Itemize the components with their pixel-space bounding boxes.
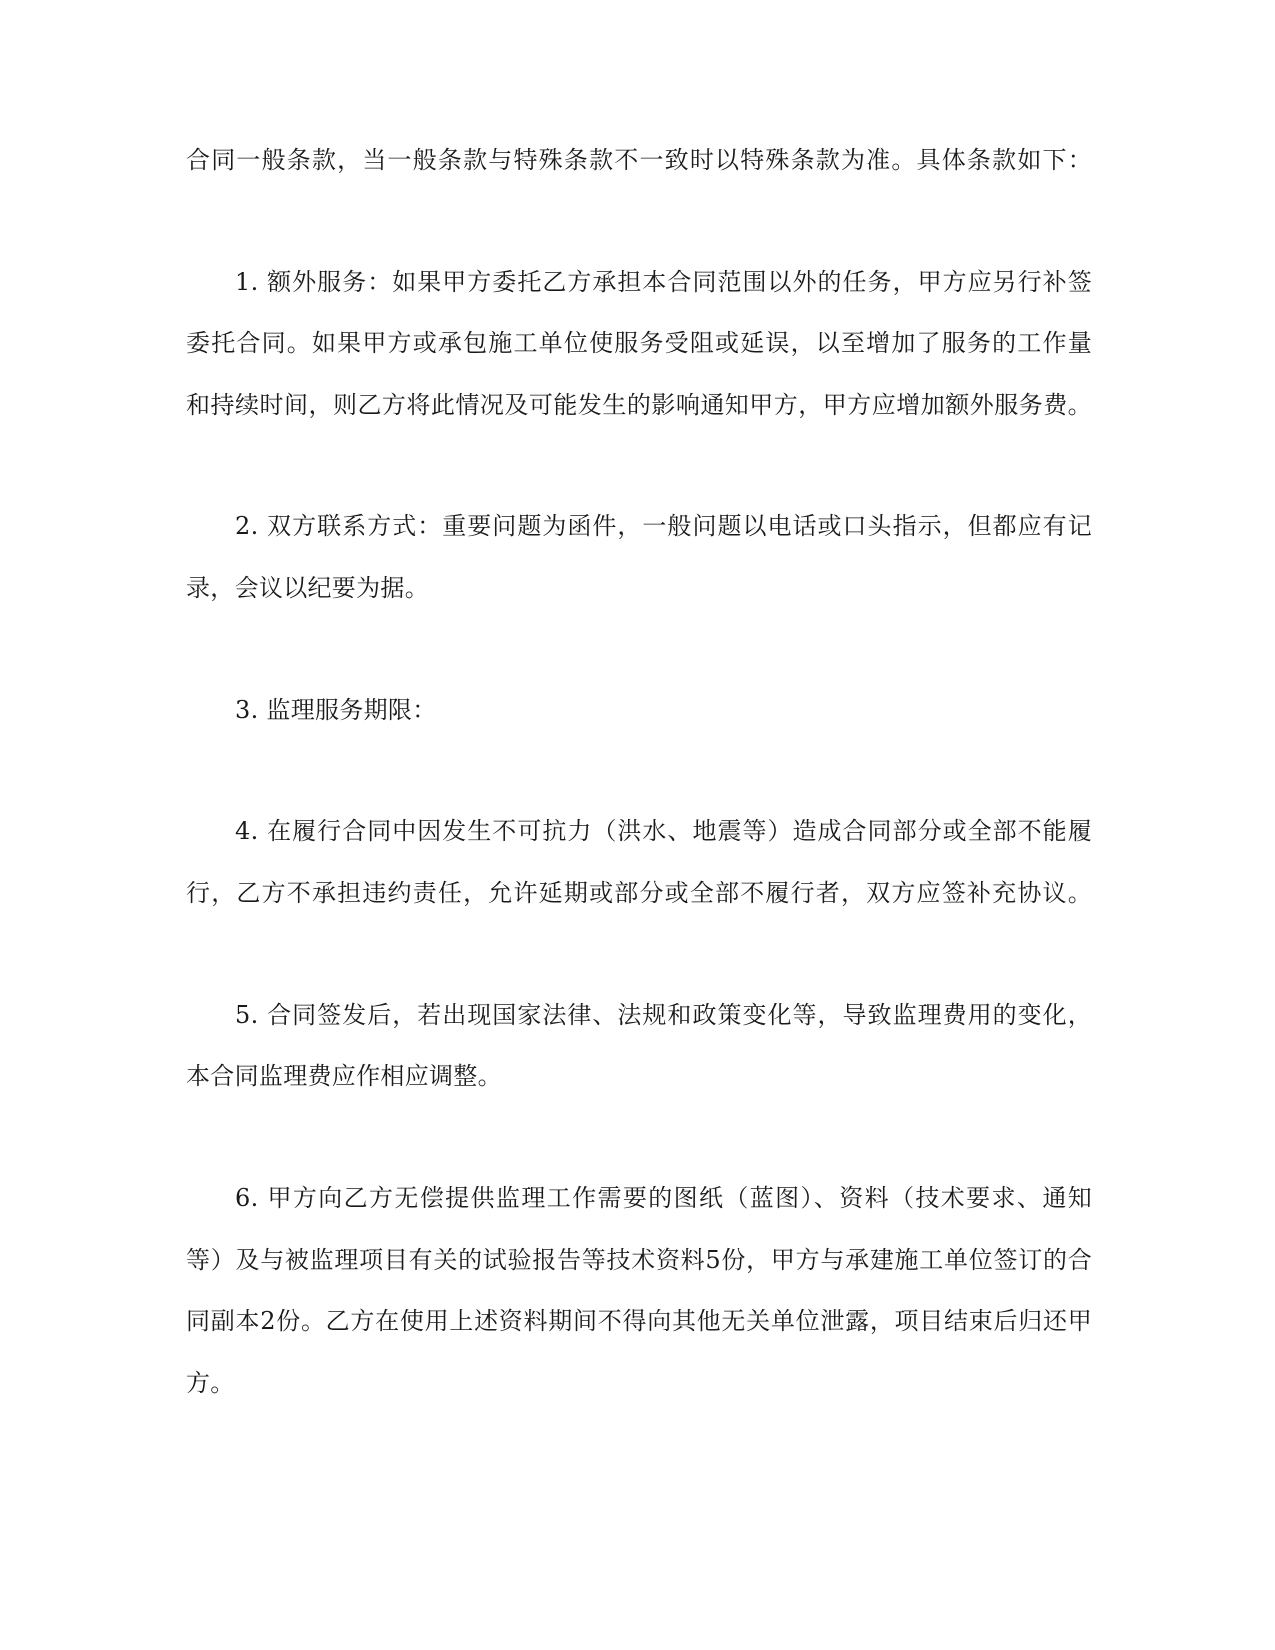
- clause-4-line-2: 行，乙方不承担违约责任，允许延期或部分或全部不履行者，双方应签补充协议。: [186, 879, 1092, 907]
- clause-6-line-4: 方。: [186, 1369, 235, 1397]
- clause-6-line-1: 6. 甲方向乙方无偿提供监理工作需要的图纸（蓝图）、资料（技术要求、通知: [235, 1184, 1092, 1212]
- clause-6-line-3: 同副本2份。乙方在使用上述资料期间不得向其他无关单位泄露，项目结束后归还甲: [186, 1307, 1092, 1335]
- clause-3-line-1: 3. 监理服务期限：: [235, 696, 437, 724]
- clause-1-line-2: 委托合同。如果甲方或承包施工单位使服务受阻或延误，以至增加了服务的工作量: [186, 329, 1092, 357]
- clause-4-line-1: 4. 在履行合同中因发生不可抗力（洪水、地震等）造成合同部分或全部不能履: [235, 817, 1092, 845]
- intro-line: 合同一般条款，当一般条款与特殊条款不一致时以特殊条款为准。具体条款如下：: [186, 146, 1092, 174]
- clause-2-line-1: 2. 双方联系方式：重要问题为函件，一般问题以电话或口头指示，但都应有记: [235, 512, 1092, 540]
- clause-5-line-1: 5. 合同签发后，若出现国家法律、法规和政策变化等，导致监理费用的变化，: [235, 1001, 1092, 1029]
- clause-6-line-2: 等）及与被监理项目有关的试验报告等技术资料5份，甲方与承建施工单位签订的合: [186, 1246, 1092, 1274]
- clause-1-line-3: 和持续时间，则乙方将此情况及可能发生的影响通知甲方，甲方应增加额外服务费。: [186, 391, 1092, 419]
- clause-5-line-2: 本合同监理费应作相应调整。: [186, 1062, 502, 1090]
- clause-2-line-2: 录，会议以纪要为据。: [186, 574, 429, 602]
- clause-1-line-1: 1. 额外服务：如果甲方委托乙方承担本合同范围以外的任务，甲方应另行补签: [235, 268, 1092, 296]
